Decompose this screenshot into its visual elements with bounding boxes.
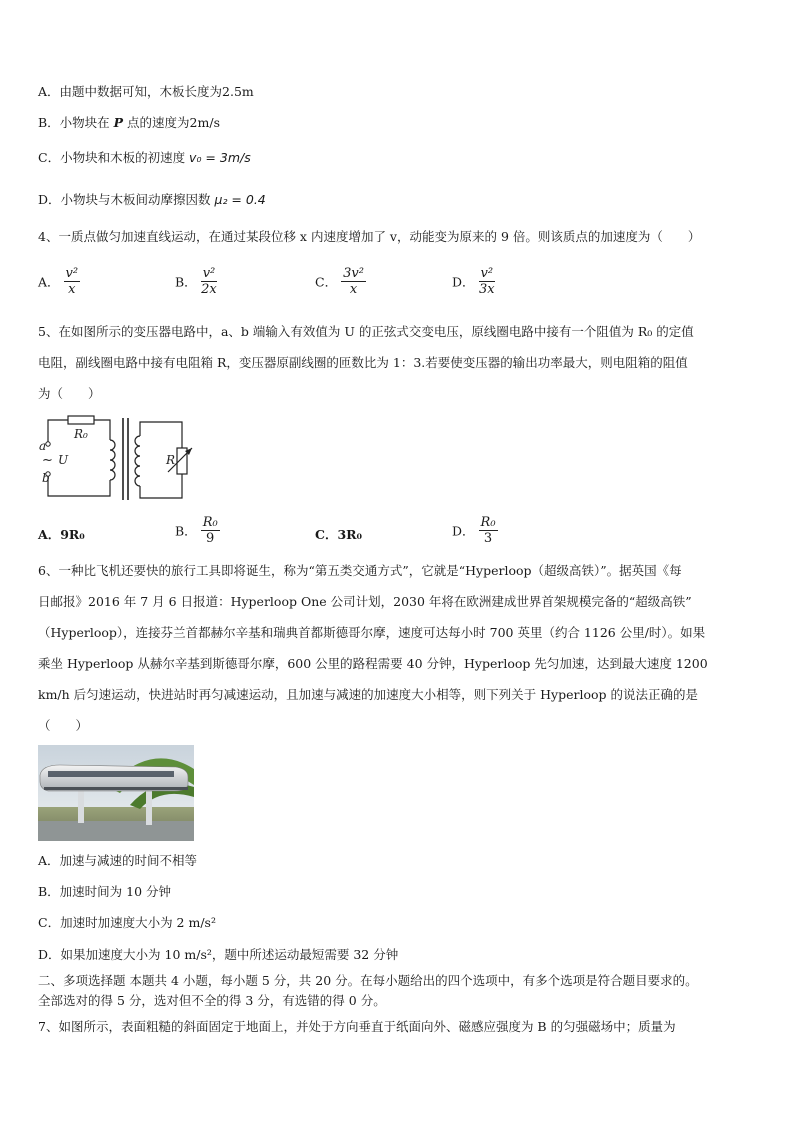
q3-option-d: D．小物块与木板间动摩擦因数 μ₂ = 0.4 [38,192,266,207]
q6-option-b: B．加速时间为 10 分钟 [38,884,172,899]
q7-stem-line1: 7、如图所示，表面粗糙的斜面固定于地面上，并处于方向垂直于纸面向外、磁感应强度为 B 的匀强磁场中；质量为 [38,1019,676,1034]
fraction: $\frac{\text{v²}}{3x}$ [479,266,495,297]
q4-option-c: C． $\frac{\text{3v²}}{x}$ [315,266,364,297]
q4-option-b: B． $\frac{\text{v²}}{2x}$ [175,266,217,297]
q3-option-b: B．小物块在 P 点的速度为2m/s [38,115,220,130]
transformer-circuit-diagram [38,412,198,504]
q5-stem-line2: 电阻，副线圈电路中接有电阻箱 R，变压器原副线圈的匝数比为 1：3.若要使变压器的输出功率最大，则电阻箱的阻值 [38,355,688,370]
q6-option-d: D．如果加速度大小为 10 m/s²，题中所述运动最短需要 32 分钟 [38,947,399,962]
q6-stem-line1: 6、一种比飞机还要快的旅行工具即将诞生，称为“第五类交通方式”，它就是“Hyperloop（超级高铁）”。据英国《每 [38,563,682,578]
section2-instructions-line2: 全部选对的得 5 分，选对但不全的得 3 分，有选错的得 0 分。 [38,993,386,1008]
q6-option-c: C．加速时加速度大小为 2 m/s² [38,915,216,930]
q5-option-c: C．3R₀ [315,527,363,542]
fraction: $\frac{\text{R₀}}{9}$ [202,515,218,546]
q4-options [38,266,638,306]
terminal-a-label: a [39,439,47,453]
terminal-b-label: b [42,471,50,485]
ac-source-symbol: ~ [42,453,53,468]
q6-stem-line3: （Hyperloop），连接芬兰首都赫尔辛基和瑞典首都斯德哥尔摩，速度可达每小时 700 英里（约合 1126 公里/时）。如果 [38,625,706,640]
hyperloop-photo [38,745,194,841]
voltage-u-label: U [58,453,69,467]
fraction: $\frac{\text{R₀}}{3}$ [480,515,496,546]
q5-option-d: D． $\frac{\text{R₀}}{3}$ [452,515,496,546]
fraction: $\frac{\text{v²}}{2x}$ [201,266,217,297]
fraction: $\frac{\text{v²}}{x}$ [65,266,79,297]
q3-option-a: A．由题中数据可知，木板长度为2.5m [38,84,254,99]
q4-option-d: D． $\frac{\text{v²}}{3x}$ [452,266,495,297]
r0-label: R₀ [74,427,88,441]
q4-stem: 4、一质点做匀加速直线运动，在通过某段位移 x 内速度增加了 v，动能变为原来的 9 倍。则该质点的加速度为（ ） [38,229,701,244]
fraction: $\frac{\text{3v²}}{x}$ [343,266,364,297]
q5-option-a: A．9R₀ [38,527,85,542]
resistor-r-label: R [166,453,176,467]
q6-option-a: A．加速与减速的时间不相等 [38,853,198,868]
q6-stem-line5: km/h 后匀速运动，快进站时再匀减速运动，且加速与减速的加速度大小相等，则下列关于 Hyperloop 的说法正确的是 [38,687,698,702]
q5-stem-line3: 为（ ） [38,386,101,401]
q6-stem-line4: 乘坐 Hyperloop 从赫尔辛基到斯德哥尔摩，600 公里的路程需要 40 分钟，Hyperloop 先匀加速，达到最大速度 1200 [38,656,708,671]
q6-stem-line2: 日邮报》2016 年 7 月 6 日报道：Hyperloop One 公司计划，2030 年将在欧洲建成世界首架规模完备的“超级高铁” [38,594,692,609]
q5-stem-line1: 5、在如图所示的变压器电路中，a、b 端输入有效值为 U 的正弦式交变电压，原线圈电路中接有一个阻值为 R₀ 的定值 [38,324,694,339]
q6-stem-line6: （ ） [38,718,89,733]
q4-option-a: A． $\frac{\text{v²}}{x}$ [38,266,79,297]
q5-option-b: B． $\frac{\text{R₀}}{9}$ [175,515,218,546]
q5-options [38,515,638,555]
q3-option-c: C．小物块和木板的初速度 v₀ = 3m/s [38,150,251,165]
section2-instructions-line1: 二、多项选择题 本题共 4 小题，每小题 5 分，共 20 分。在每小题给出的四个选项中，有多个选项是符合题目要求的。 [38,973,698,988]
